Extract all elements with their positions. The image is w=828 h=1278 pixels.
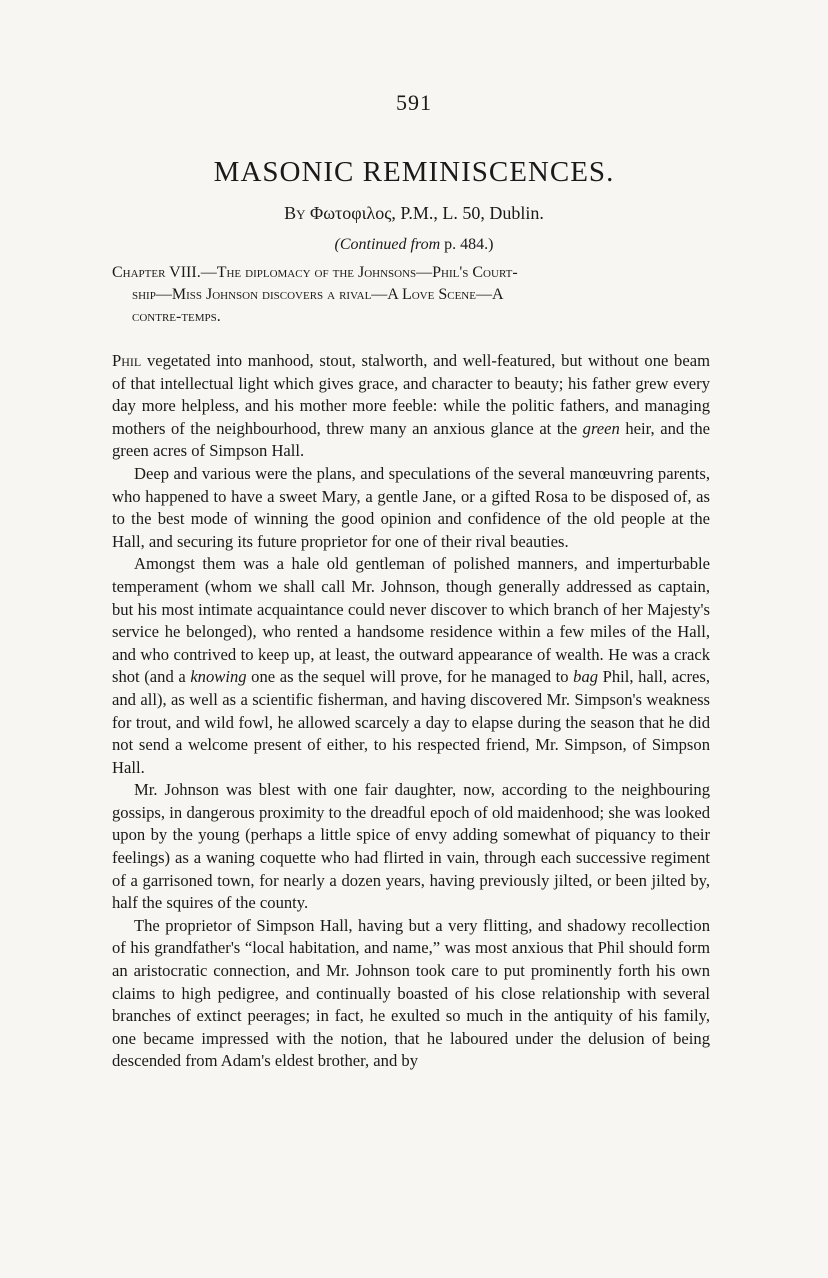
- paragraph-1-text-b: heir, and the green acres of Simpson Hall.: [112, 418, 710, 461]
- paragraph-lead: Phil: [112, 351, 142, 370]
- page-number: 591: [396, 90, 432, 115]
- chapter-line-1: Chapter VIII.—The diplomacy of the Johnsons—Phil's Court-: [112, 264, 518, 281]
- chapter-line-3: contre-temps.: [132, 308, 221, 325]
- chapter-line-2: ship—Miss Johnson discovers a rival—A Love Scene—A: [132, 286, 504, 303]
- paragraph-5: The proprietor of Simpson Hall, having but a very flitting, and shadowy recollection of his grandfather's “local habitation, and name,” was most anxious that Phil should form an aristocratic connection, and Mr. Johnson took care to put prominently forth his own claims to high pedigree, and continually boasted of his close relationship with several branches of extinct peerages; in fact, he exulted so much in the antiquity of his family, one became impressed with the notion, that he laboured under the delusion of being descended from Adam's eldest brother, and by: [112, 915, 710, 1071]
- paragraph-3-text-a: Amongst them was a hale old gentleman of polished manners, and imperturbable temperament (whom we shall call Mr. Johnson, though generally addressed as captain, but his most intimate acquaintance could never discover to which branch of her Majesty's service he belonged), who rented a handsome residence within a few miles of the Hall, and who contrived to keep up, at least, the outward appearance of wealth. He was a crack shot (and a: [112, 554, 710, 687]
- paragraph-3-emphasis-2: bag: [573, 667, 599, 687]
- byline-prefix: By: [284, 203, 311, 223]
- paragraph-3-text-b: one as the sequel will prove, for he managed to: [246, 667, 574, 687]
- paragraph-3-emphasis-1: knowing: [190, 667, 247, 687]
- byline: [0, 203, 828, 224]
- paragraph-1: [112, 350, 710, 463]
- paragraph-1-emphasis: green: [582, 418, 620, 438]
- continued-prefix: (Continued from: [334, 236, 441, 253]
- paragraph-3: [112, 553, 710, 779]
- paragraph-1-text-a: vegetated into manhood, stout, stalworth, and well-featured, but without one beam of that intellectual light which gives grace, and character to beauty; his father grew every day more helpless, and his mother more feeble: while the politic fathers, and managing mothers of the neighbourhood, threw many an anxious glance at the: [112, 351, 710, 438]
- byline-author: Φωτοφιλος, P.M., L. 50, Dublin.: [310, 203, 544, 223]
- article-title: MASONIC REMINISCENCES.: [213, 156, 615, 188]
- continued-suffix: p. 484.): [440, 236, 494, 253]
- paragraph-4: Mr. Johnson was blest with one fair daughter, now, according to the neighbouring gossips, in dangerous proximity to the dreadful epoch of old maidenhood; she was looked upon by the young (perhaps a little spice of envy adding somewhat of piquancy to their feelings) as a waning coquette who had flirted in vain, through each successive regiment of a garrisoned town, for nearly a dozen years, having previously jilted, or been jilted by, half the squires of the county.: [112, 780, 710, 913]
- chapter-heading: [112, 262, 708, 328]
- paragraph-3-text-c: Phil, hall, acres, and all), as well as a scientific fisherman, and having discovered Mr. Simpson's weakness for trout, and wild fowl, he allowed scarcely a day to elapse during the season that he did not send a welcome present of either, to his respected friend, Mr. Simpson, of Simpson Hall.: [112, 667, 710, 777]
- continued-note: [0, 236, 828, 254]
- paragraph-2: Deep and various were the plans, and speculations of the several manœuvring parents, who happened to have a sweet Mary, a gentle Jane, or a gifted Rosa to be disposed of, as to the best mode of winning the good opinion and confidence of the old people at the Hall, and securing its future proprietor for one of their rival beauties.: [112, 463, 710, 551]
- article-body: [112, 350, 710, 1073]
